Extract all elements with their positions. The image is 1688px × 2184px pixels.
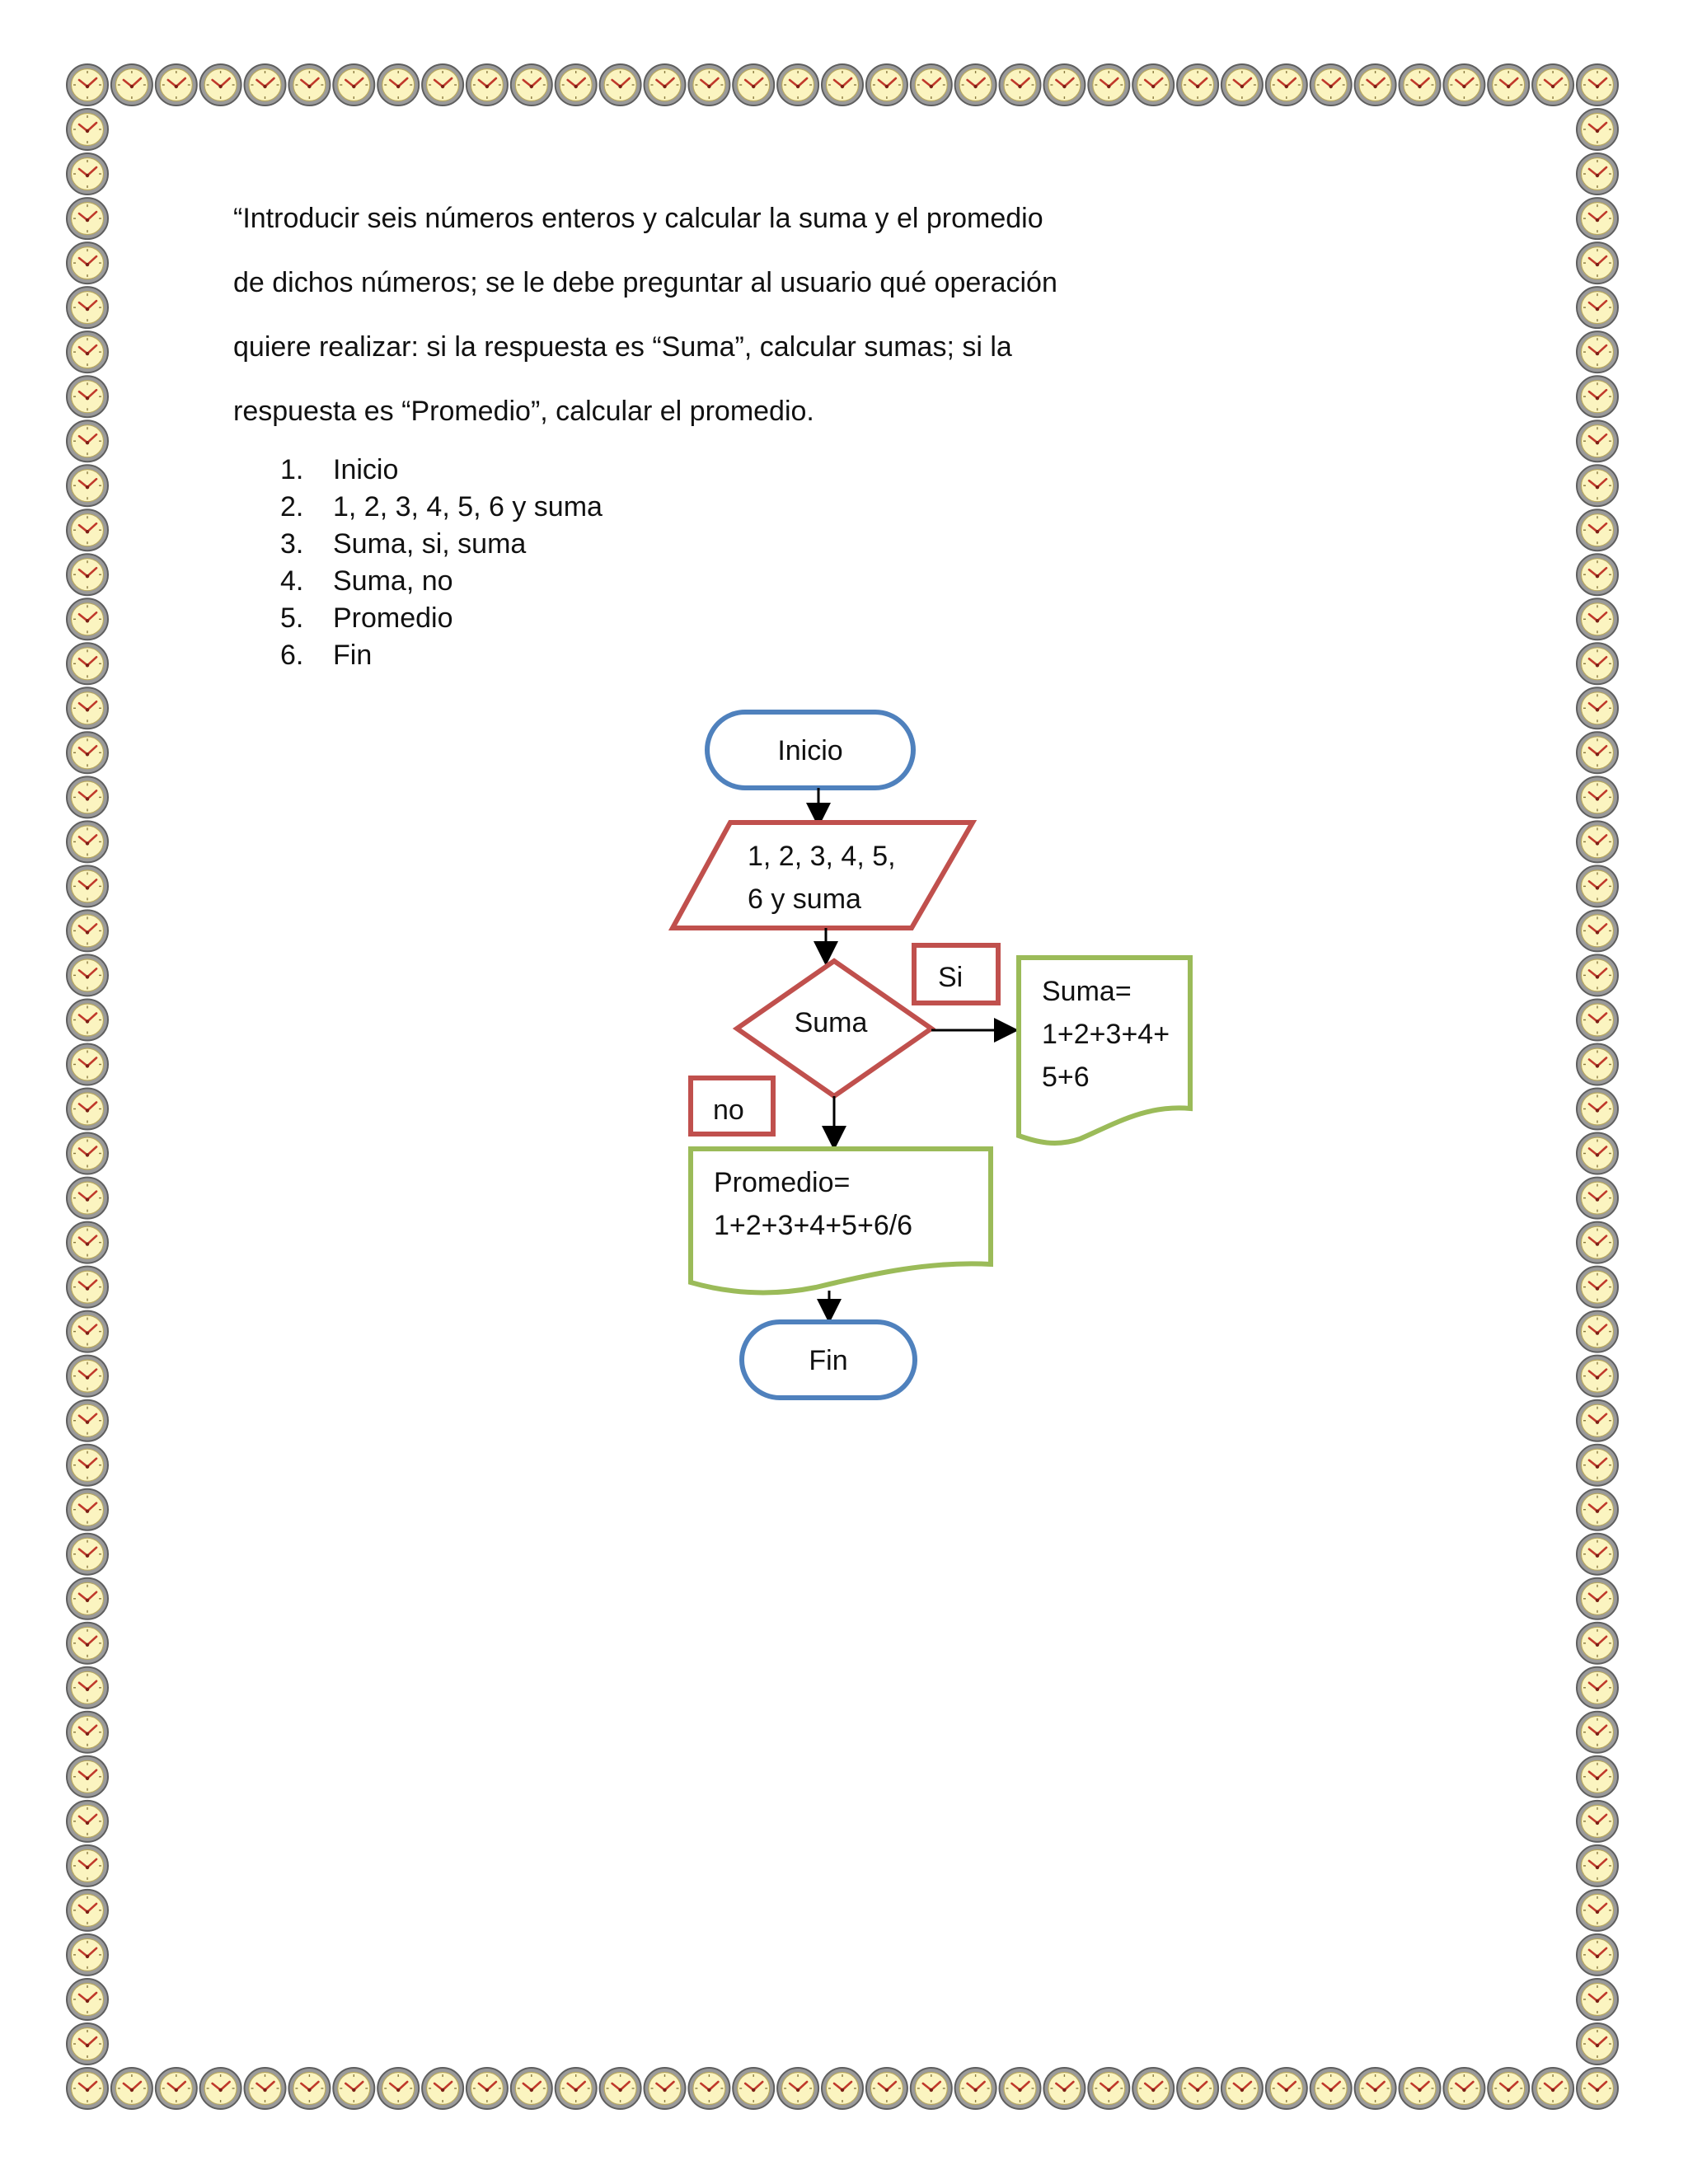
step-number: 6.: [280, 640, 304, 671]
statement-line-4: respuesta es “Promedio”, calcular el promedio.: [233, 396, 814, 427]
step-text: Promedio: [333, 602, 453, 634]
sum-line-2: 1+2+3+4+: [1042, 1019, 1170, 1050]
average-line-1: Promedio=: [714, 1167, 851, 1198]
input-line-1: 1, 2, 3, 4, 5,: [748, 841, 896, 872]
start-label: Inicio: [777, 735, 843, 766]
input-line-2: 6 y suma: [748, 883, 861, 915]
statement-line-2: de dichos números; se le debe preguntar al usuario qué operación: [233, 267, 1057, 298]
step-number: 1.: [280, 454, 304, 485]
statement-line-1: “Introducir seis números enteros y calcular la suma y el promedio: [233, 203, 1043, 234]
statement-line-3: quiere realizar: si la respuesta es “Suma”, calcular sumas; si la: [233, 331, 1012, 363]
step-text: Suma, no: [333, 565, 453, 597]
step-number: 2.: [280, 491, 304, 523]
step-text: Inicio: [333, 454, 399, 485]
end-label: Fin: [809, 1345, 848, 1376]
average-line-2: 1+2+3+4+5+6/6: [714, 1210, 913, 1241]
step-text: Suma, si, suma: [333, 528, 527, 560]
decision-label: Suma: [794, 1007, 868, 1038]
step-number: 4.: [280, 565, 304, 597]
step-text: Fin: [333, 640, 373, 671]
step-text: 1, 2, 3, 4, 5, 6 y suma: [333, 491, 603, 523]
sum-line-1: Suma=: [1042, 976, 1132, 1007]
step-number: 3.: [280, 528, 304, 560]
no-label: no: [713, 1094, 744, 1126]
yes-label: Si: [938, 962, 964, 993]
step-number: 5.: [280, 602, 304, 634]
sum-line-3: 5+6: [1042, 1062, 1090, 1093]
